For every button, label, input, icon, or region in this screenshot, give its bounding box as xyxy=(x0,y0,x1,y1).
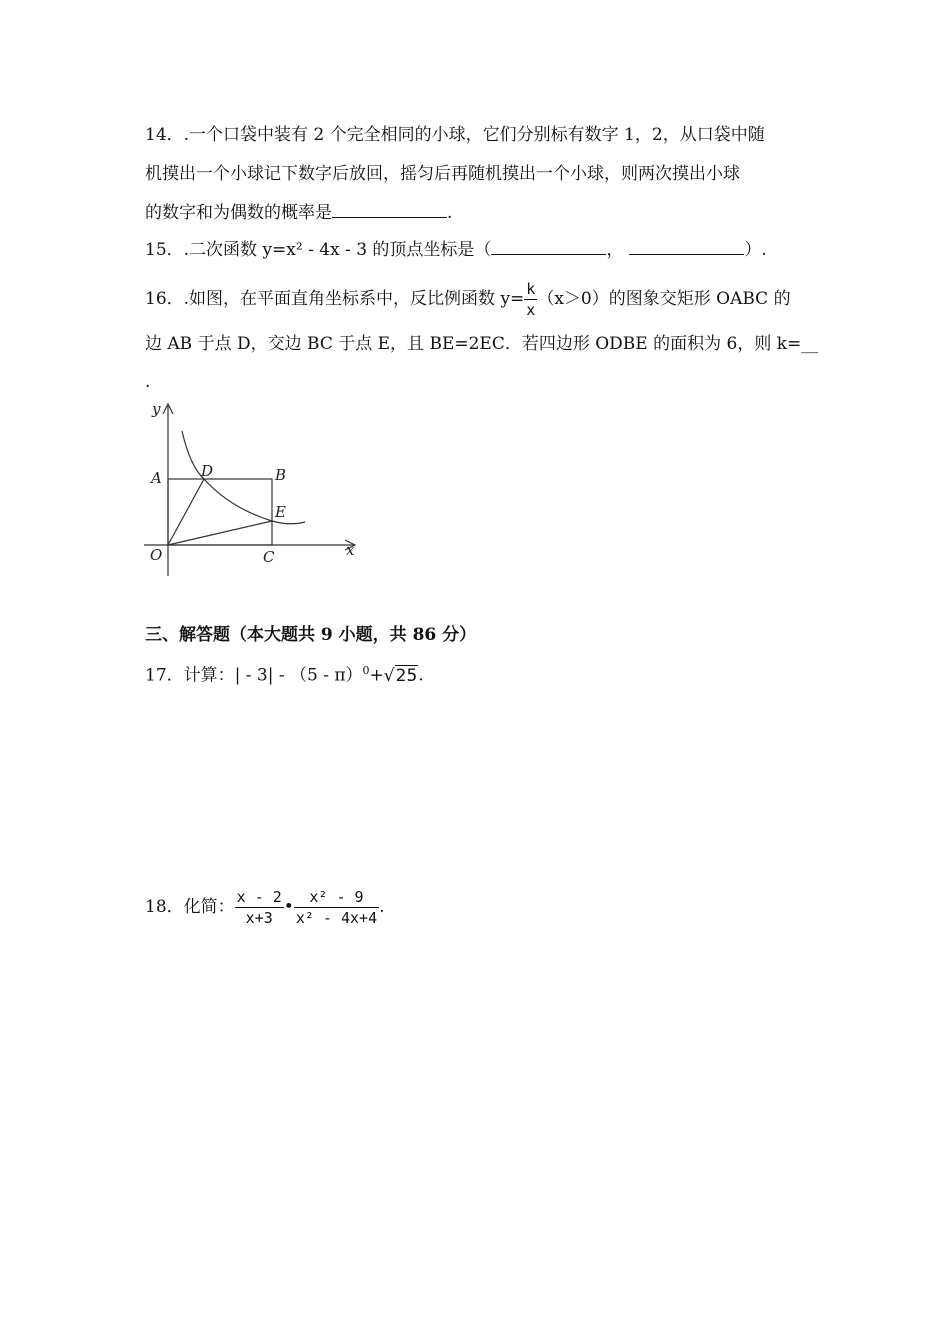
sqrt-radical-sign: √ xyxy=(383,665,395,686)
q16-line-1 xyxy=(145,279,791,320)
q14-line-3-text: 的数字和为偶数的概率是 xyxy=(145,203,332,223)
rectangle-oabc xyxy=(168,479,272,545)
q14-line-1: 14．.一个口袋中装有 2 个完全相同的小球，它们分别标有数字 1，2，从口袋中随 xyxy=(145,125,765,145)
q18-fraction-2-num: x² - 9 xyxy=(294,887,379,908)
q15-answer-blank-x xyxy=(491,236,606,255)
q17-end: . xyxy=(418,665,424,686)
q18-fraction-2-den: x² - 4x+4 xyxy=(295,909,378,927)
q18-end: . xyxy=(379,897,385,917)
q16-line-2: 边 AB 于点 D，交边 BC 于点 E，且 BE=2EC．若四边形 ODBE 的面积为 6，则 k=__ xyxy=(145,334,819,354)
q18-fraction-2 xyxy=(294,887,379,928)
q14-line-3 xyxy=(145,199,452,226)
q17-exponent: 0 xyxy=(362,664,370,677)
q18-dot: • xyxy=(283,897,294,917)
q14-answer-blank xyxy=(332,199,447,218)
q14-line-3-end: . xyxy=(447,203,453,223)
q17-radicand: 25 xyxy=(395,665,418,686)
q18-fraction-1-num: x - 2 xyxy=(236,888,282,906)
q15-suffix: ）. xyxy=(744,240,767,260)
q16-prefix: 16．.如图，在平面直角坐标系中，反比例函数 y= xyxy=(145,289,525,309)
segment-oe xyxy=(168,521,272,545)
label-a: A xyxy=(151,469,162,487)
q16-fraction xyxy=(524,279,537,320)
label-d: D xyxy=(201,462,214,480)
q15-answer-blank-y xyxy=(629,236,744,255)
q17-plus: + xyxy=(369,665,384,686)
q14-line-2: 机摸出一个小球记下数字后放回，摇匀后再随机摸出一个小球，则两次摸出小球 xyxy=(145,164,740,184)
q16-line-3: . xyxy=(145,372,151,392)
label-c: C xyxy=(263,548,275,566)
q15-prefix: 15．.二次函数 y=x² - 4x - 3 的顶点坐标是（ xyxy=(145,240,492,260)
segment-od xyxy=(168,479,204,545)
q16-figure xyxy=(140,398,370,583)
q18-fraction-1-den: x+3 xyxy=(245,909,273,927)
label-y: y xyxy=(152,400,161,418)
q16-fraction-num: k xyxy=(526,280,536,298)
q18-prefix: 18．化简： xyxy=(145,897,235,917)
label-o: O xyxy=(150,546,163,564)
q18-line xyxy=(145,882,385,932)
q18-fraction-1 xyxy=(235,887,284,928)
q15-comma: ， xyxy=(606,240,624,260)
q16-fraction-den: x xyxy=(526,301,536,319)
label-e: E xyxy=(275,503,286,521)
section-3-title: 三、解答题（本大题共 9 小题，共 86 分） xyxy=(145,625,477,645)
q17-line xyxy=(145,658,424,689)
q17-prefix: 17．计算：| - 3| - （5 - π） xyxy=(145,665,363,686)
q15-line xyxy=(145,236,767,263)
label-b: B xyxy=(275,466,287,484)
q16-suffix: （x＞0）的图象交矩形 OABC 的 xyxy=(537,289,791,309)
q17-sqrt xyxy=(384,663,418,689)
label-x: x xyxy=(346,541,355,559)
